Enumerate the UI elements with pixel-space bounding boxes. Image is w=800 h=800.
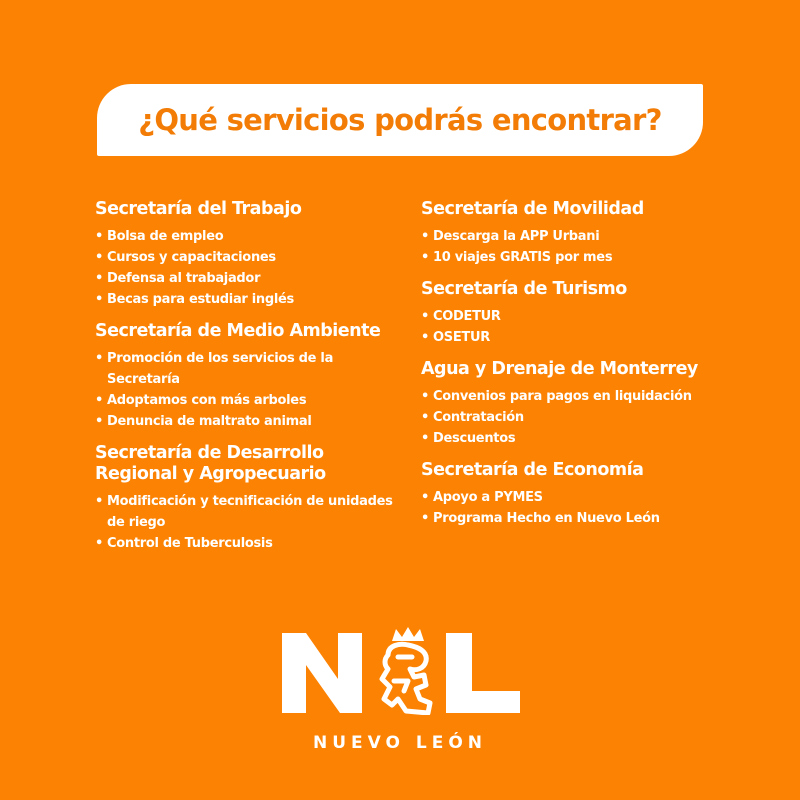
section-heading: Secretaría de Economía xyxy=(421,460,644,480)
list-item: • Control de Tuberculosis xyxy=(95,533,395,554)
page-title: ¿Qué servicios podrás encontrar? xyxy=(138,103,662,137)
logo-letter-l xyxy=(446,633,520,713)
logo-wordmark: NUEVO LEÓN xyxy=(313,733,487,753)
list-item: • Descuentos xyxy=(421,428,721,449)
section-turismo xyxy=(421,279,721,348)
section-heading: Secretaría del Trabajo xyxy=(95,199,302,219)
section-heading: Secretaría de Turismo xyxy=(421,279,627,299)
list-item: • Bolsa de empleo xyxy=(95,226,395,247)
list-item: • Descarga la APP Urbani xyxy=(421,226,721,247)
list-item: • 10 viajes GRATIS por mes xyxy=(421,247,721,268)
section-heading: Secretaría de Desarrollo Regional y Agropecuario xyxy=(95,443,326,484)
list-item: • Apoyo a PYMES xyxy=(421,487,721,508)
service-list xyxy=(421,306,721,348)
service-list xyxy=(421,226,721,268)
list-item: • Programa Hecho en Nuevo León xyxy=(421,508,721,529)
list-item: • Cursos y capacitaciones xyxy=(95,247,395,268)
service-list xyxy=(421,386,721,449)
list-item: • Convenios para pagos en liquidación xyxy=(421,386,721,407)
section-heading: Secretaría de Medio Ambiente xyxy=(95,321,381,341)
section-agua-drenaje xyxy=(421,359,721,449)
section-trabajo xyxy=(95,199,395,310)
logo-letter-n xyxy=(282,633,362,713)
list-item: • Becas para estudiar inglés xyxy=(95,289,395,310)
section-medio-ambiente xyxy=(95,321,395,432)
service-list xyxy=(421,487,721,529)
list-item: • Denuncia de maltrato animal xyxy=(95,411,395,432)
list-item: • CODETUR xyxy=(421,306,721,327)
title-banner xyxy=(97,84,703,156)
section-movilidad xyxy=(421,199,721,268)
section-heading: Secretaría de Movilidad xyxy=(421,199,644,219)
list-item: • Modificación y tecnificación de unidades de riego xyxy=(95,491,395,533)
list-item: • Promoción de los servicios de la Secretaría xyxy=(95,348,395,390)
list-item: • Contratación xyxy=(421,407,721,428)
left-column xyxy=(95,199,395,565)
section-heading: Agua y Drenaje de Monterrey xyxy=(421,359,698,379)
section-desarrollo-regional xyxy=(95,443,395,554)
nuevo-leon-logo xyxy=(280,625,522,715)
service-list xyxy=(95,491,395,554)
list-item: • OSETUR xyxy=(421,327,721,348)
list-item: • Adoptamos con más arboles xyxy=(95,390,395,411)
right-column xyxy=(421,199,721,540)
section-economia xyxy=(421,460,721,529)
lion-crown-icon xyxy=(382,627,430,713)
service-list xyxy=(95,226,395,310)
service-list xyxy=(95,348,395,432)
list-item: • Defensa al trabajador xyxy=(95,268,395,289)
